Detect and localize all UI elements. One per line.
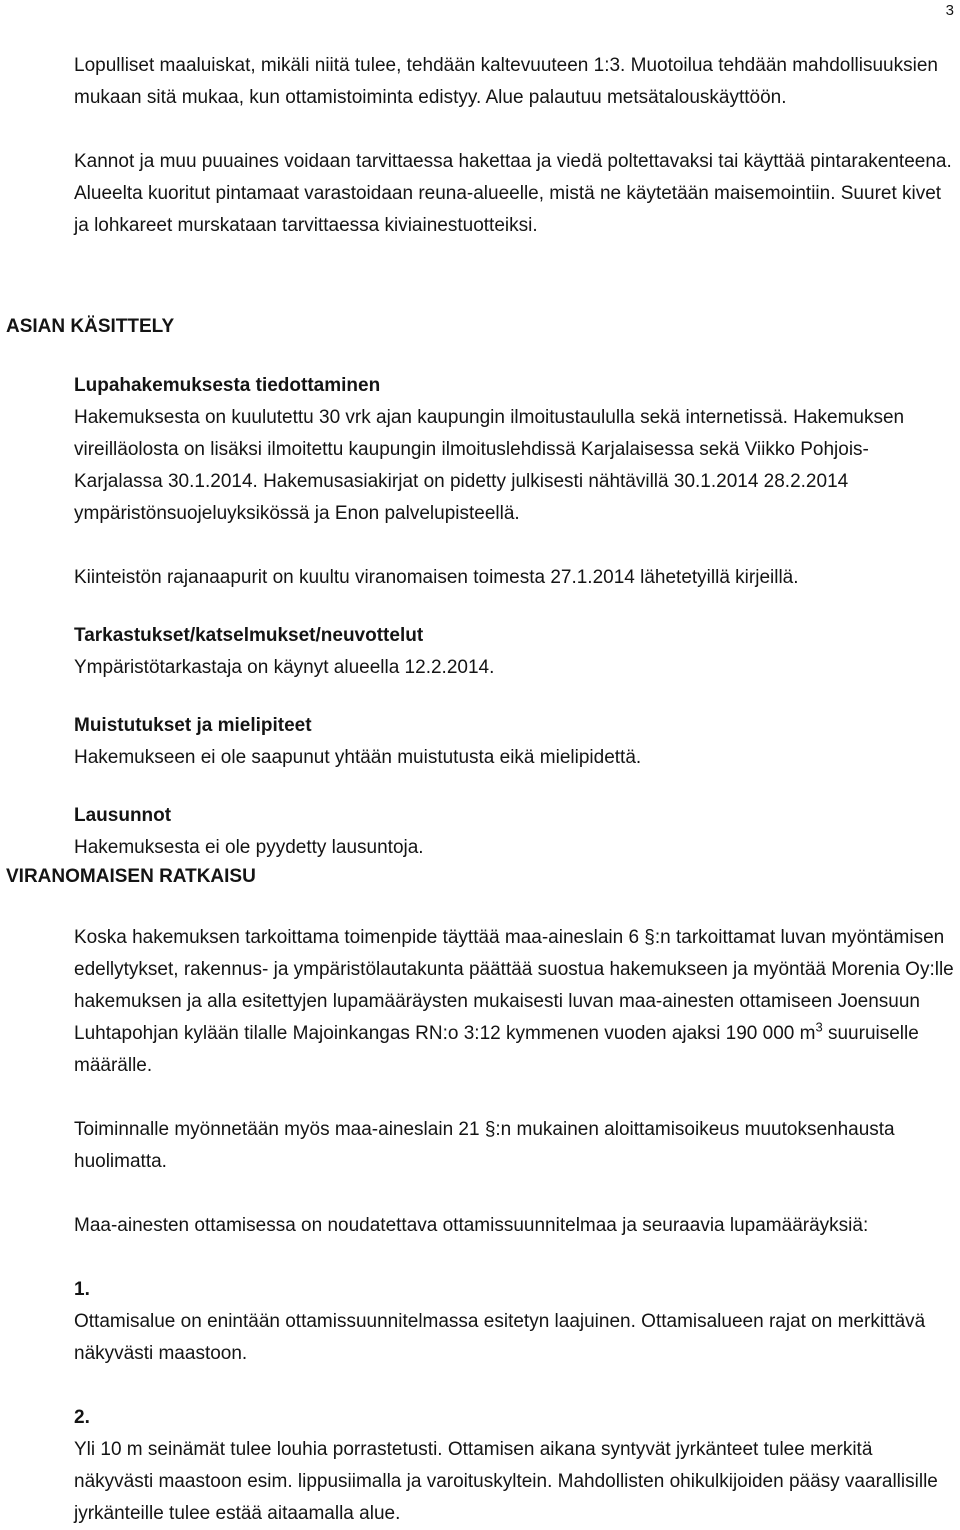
ratkaisu-paragraph-2: Toiminnalle myönnetään myös maa-aineslain 21 §:n mukainen aloittamisoikeus muutoksenhausta huolimatta. [74,1119,895,1172]
ratkaisu-paragraph-3: Maa-ainesten ottamisessa on noudatettava ottamissuunnitelmaa ja seuraavia lupamääräyksiä: [74,1215,869,1236]
ratkaisu-paragraph-1-text: Koska hakemuksen tarkoittama toimenpide täyttää maa-aineslain 6 §:n tarkoittamat luvan myöntämisen edellytykset, rakennus- ja ympäristölautakunta päättää suostua hakemukseen ja myöntää Morenia Oy:lle hakemuksen ja alla esitettyjen lupamääräysten mukaisesti luvan maa-ainesten ottamiseen Joensuun Luhtapohjan kylään tilalle Majoinkangas RN:o 3:12 kymmenen vuoden ajaksi 190 000 m [74,927,954,1044]
subheading-muistutukset: Muistutukset ja mielipiteet [74,715,312,736]
lupahakemus-paragraph-2: Kiinteistön rajanaapurit on kuultu viranomaisen toimesta 27.1.2014 lähetetyillä kirjeillä. [74,567,799,588]
lausunnot-text: Hakemuksesta ei ole pyydetty lausuntoja. [74,837,424,858]
intro-section [74,50,956,242]
asian-kasittely-section [74,370,956,864]
condition-2-text: Yli 10 m seinämät tulee louhia porrastetusti. Ottamisen aikana syntyvät jyrkänteet tulee merkitä näkyvästi maastoon esim. lippusiimalla ja varoituskyltein. Mahdollisten ohikulkijoiden pääsy vaarallisille jyrkänteille tulee estää aitaamalla alue. [74,1439,938,1524]
intro-paragraph-2: Kannot ja muu puuaines voidaan tarvittaessa hakettaa ja viedä poltettavaksi tai käyttää pintarakenteena. Alueelta kuoritut pintamaat varastoidaan reuna-alueelle, mistä ne käytetään maisemointiin. Suuret kivet ja lohkareet murskataan tarvittaessa kiviainestuotteiksi. [74,151,952,236]
lupahakemus-paragraph-1: Hakemuksesta on kuulutettu 30 vrk ajan kaupungin ilmoitustaululla sekä internetissä. Hakemuksen vireilläolosta on lisäksi ilmoitettu kaupungin ilmoituslehdissä Karjalaisessa sekä Viikko Pohjois-Karjalassa 30.1.2014. Hakemusasiakirjat on pidetty julkisesti nähtävillä 30.1.2014 28.2.2014 ympäristönsuojeluyksikössä ja Enon palvelupisteellä. [74,407,905,524]
muistutukset-text: Hakemukseen ei ole saapunut yhtään muistutusta eikä mielipidettä. [74,747,642,768]
section-heading-asian-kasittely: ASIAN KÄSITTELY [6,316,175,337]
ratkaisu-paragraph-1 [74,922,956,1082]
condition-2-number: 2. [74,1407,90,1428]
tarkastukset-text: Ympäristötarkastaja on käynyt alueella 12.2.2014. [74,657,495,678]
subheading-lausunnot: Lausunnot [74,805,172,826]
ratkaisu-section [74,922,956,1530]
cubic-superscript: 3 [815,1019,823,1035]
ratkaisu-paragraph-1-tail: suuruiselle määrälle. [74,1023,919,1076]
section-heading-viranomaisen-ratkaisu: VIRANOMAISEN RATKAISU [6,866,256,887]
subheading-tarkastukset: Tarkastukset/katselmukset/neuvottelut [74,625,424,646]
condition-1-number: 1. [74,1279,90,1300]
page-number: 3 [945,2,954,19]
condition-1-text: Ottamisalue on enintään ottamissuunnitelmassa esitetyn laajuinen. Ottamisalueen rajat on merkittävä näkyvästi maastoon. [74,1311,926,1364]
subheading-lupahakemus: Lupahakemuksesta tiedottaminen [74,375,381,396]
intro-paragraph-1: Lopulliset maaluiskat, mikäli niitä tulee, tehdään kaltevuuteen 1:3. Muotoilua tehdään mahdollisuuksien mukaan sitä mukaa, kun ottamistoiminta edistyy. Alue palautuu metsätalouskäyttöön. [74,55,938,108]
